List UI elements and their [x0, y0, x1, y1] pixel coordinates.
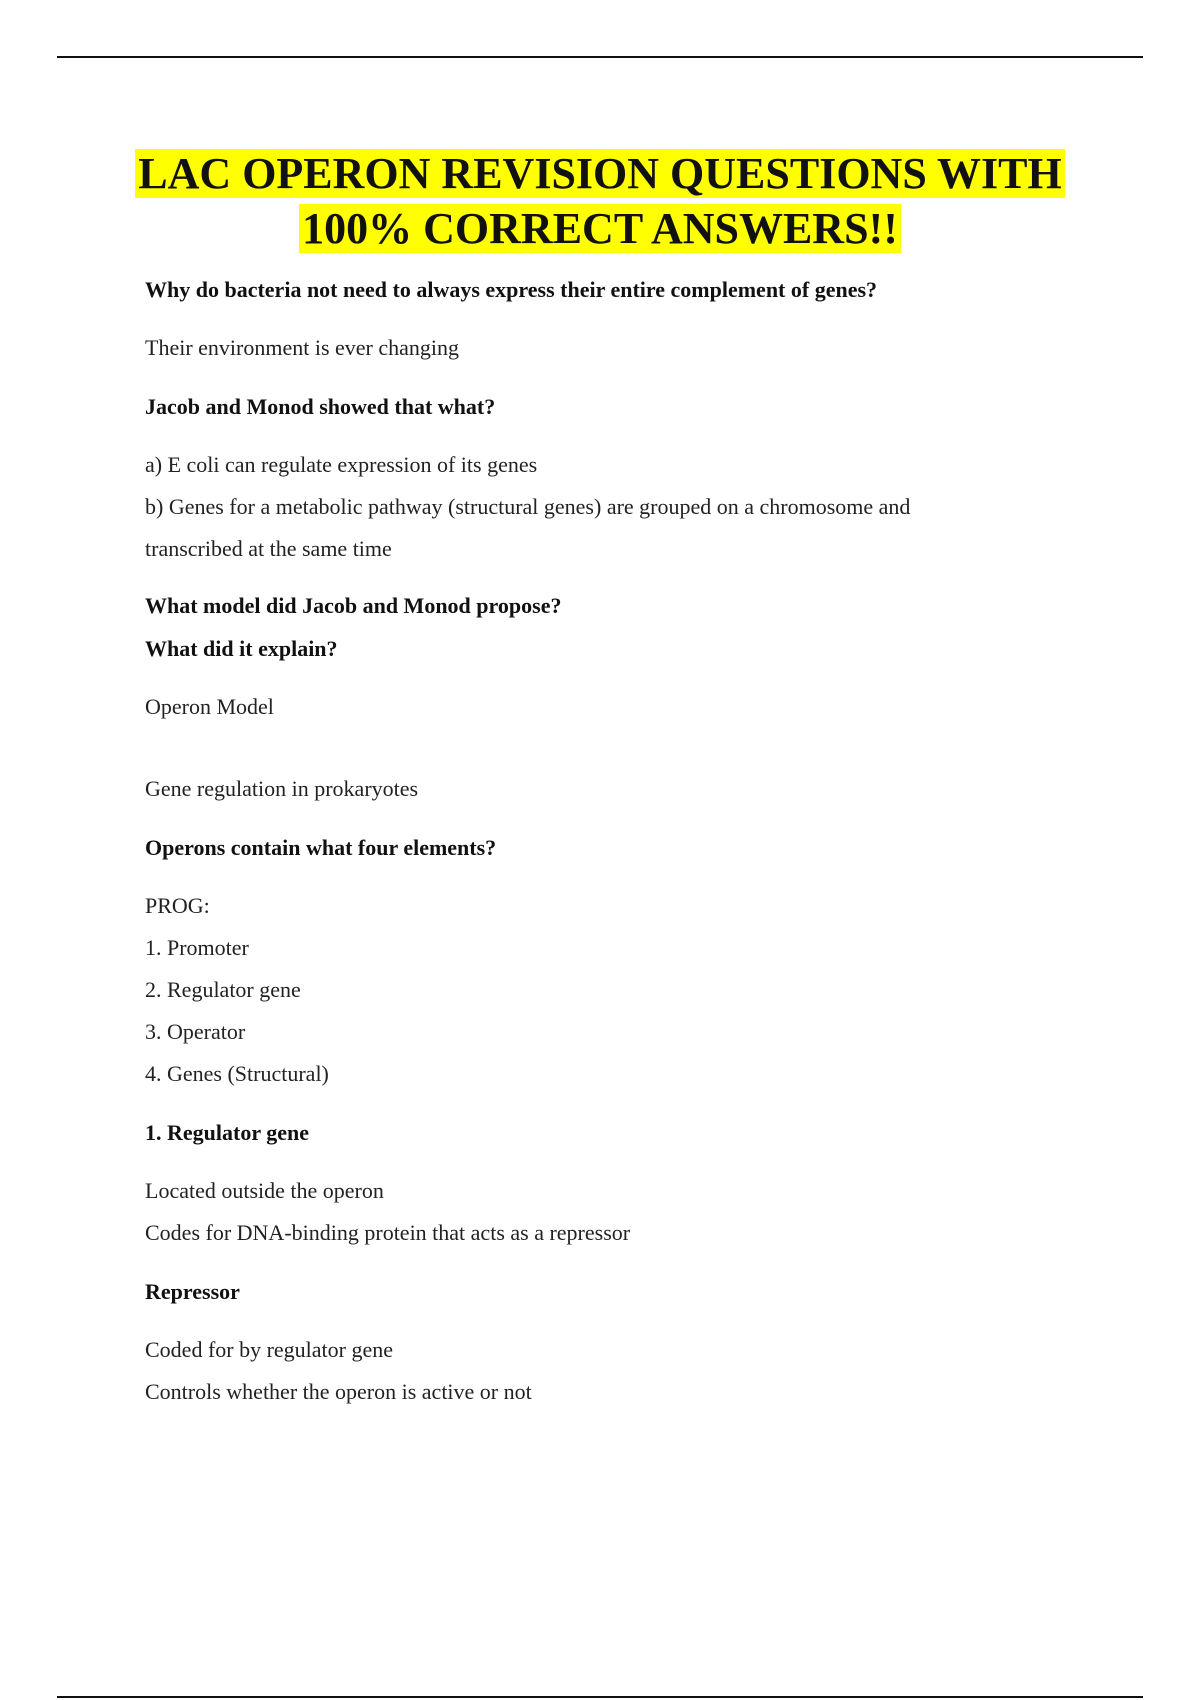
- answer-4-line-3: 2. Regulator gene: [145, 977, 301, 1002]
- answer-6-line-2: Controls whether the operon is active or not: [145, 1379, 532, 1404]
- document-title: [0, 146, 1200, 256]
- qa-content: [145, 268, 1085, 1413]
- question-3-line-2: What did it explain?: [145, 636, 338, 661]
- title-line-2-text: 100% CORRECT ANSWERS!!: [299, 204, 901, 253]
- answer-4-line-2: 1. Promoter: [145, 935, 249, 960]
- answer-3-line-2: Gene regulation in prokaryotes: [145, 776, 419, 801]
- answer-2-line-3: transcribed at the same time: [145, 536, 392, 561]
- answer-2-line-2: b) Genes for a metabolic pathway (structural genes) are grouped on a chromosome and: [145, 494, 911, 519]
- question-1: Why do bacteria not need to always express their entire complement of genes?: [145, 277, 878, 302]
- title-line-2: [0, 201, 1200, 256]
- question-4: Operons contain what four elements?: [145, 835, 497, 860]
- answer-5-line-2: Codes for DNA-binding protein that acts as a repressor: [145, 1220, 631, 1245]
- answer-4-line-4: 3. Operator: [145, 1019, 246, 1044]
- top-rule: [57, 56, 1143, 58]
- answer-4-line-5: 4. Genes (Structural): [145, 1061, 329, 1086]
- title-line-1: [0, 146, 1200, 201]
- question-2: Jacob and Monod showed that what?: [145, 394, 496, 419]
- answer-2-line-1: a) E coli can regulate expression of its genes: [145, 452, 538, 477]
- question-5: 1. Regulator gene: [145, 1120, 309, 1145]
- title-line-1-text: LAC OPERON REVISION QUESTIONS WITH: [135, 149, 1064, 198]
- answer-6-line-1: Coded for by regulator gene: [145, 1337, 394, 1362]
- question-3-line-1: What model did Jacob and Monod propose?: [145, 593, 562, 618]
- answer-3-line-1: Operon Model: [145, 694, 274, 719]
- answer-1: Their environment is ever changing: [145, 335, 460, 360]
- answer-5-line-1: Located outside the operon: [145, 1178, 384, 1203]
- answer-4-line-1: PROG:: [145, 893, 210, 918]
- question-6: Repressor: [145, 1279, 240, 1304]
- bottom-rule: [57, 1696, 1143, 1698]
